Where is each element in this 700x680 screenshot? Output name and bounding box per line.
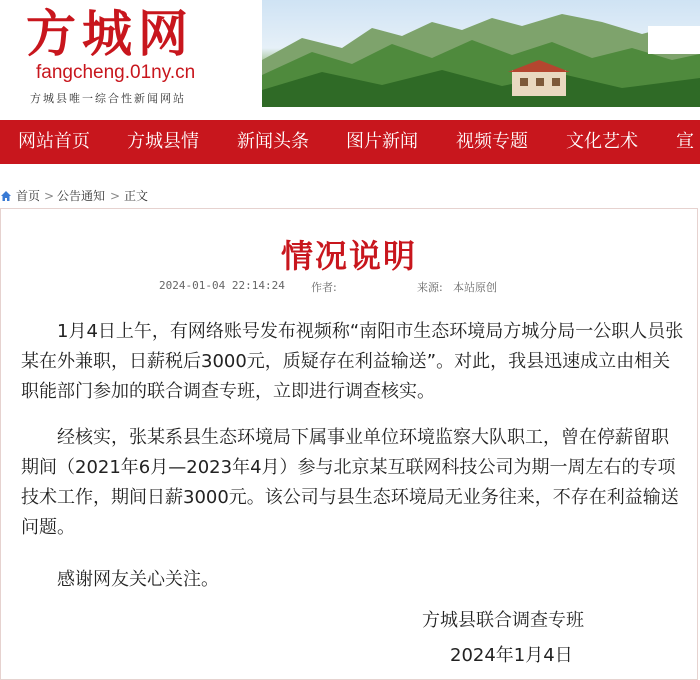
- nav-item-video[interactable]: 视频专题: [456, 131, 528, 152]
- mountain-scenery-image: [262, 0, 700, 107]
- article-container: [0, 208, 698, 680]
- nav-item-county-info[interactable]: 方城县情: [127, 131, 199, 152]
- article-author-label: 作者:: [311, 281, 337, 294]
- breadcrumb-home-link[interactable]: 首页: [16, 189, 41, 203]
- breadcrumb-separator: >: [110, 189, 121, 203]
- article-paragraph: 感谢网友关心关注。: [57, 569, 219, 590]
- nav-item-headlines[interactable]: 新闻头条: [237, 131, 309, 152]
- home-icon: [0, 190, 12, 202]
- article-title: 情况说明: [280, 237, 417, 275]
- nav-item-publicity[interactable]: 宣: [676, 131, 694, 152]
- site-slogan: 方城县唯一综合性新闻网站: [30, 92, 186, 105]
- article-signature: 方城县联合调查专班: [422, 610, 584, 631]
- breadcrumb-current: 正文: [124, 189, 149, 203]
- site-logo[interactable]: 方城网: [26, 4, 194, 63]
- nav-item-culture[interactable]: 文化艺术: [566, 131, 638, 152]
- nav-item-photo-news[interactable]: 图片新闻: [346, 131, 418, 152]
- article-paragraph: 1月4日上午，有网络账号发布视频称“南阳市生态环境局方城分局一公职人员张某在外兼职，日薪税后3000元，质疑存在利益输送”。对此，我县迅速成立由相关职能部门参加的联合调查专班，立即进行调查核实。: [21, 321, 684, 402]
- main-nav: [0, 120, 700, 164]
- breadcrumb-section-link[interactable]: 公告通知: [57, 189, 106, 203]
- header-banner-image: [262, 0, 700, 107]
- article-paragraph: 经核实，张某系县生态环境局下属事业单位环境监察大队职工，曾在停薪留职期间（2021年6月—2023年4月）参与北京某互联网科技公司为期一周左右的专项技术工作，期间日薪3000元。该公司与县生态环境局无业务往来，不存在利益输送问题。: [21, 427, 679, 538]
- site-header: [0, 0, 700, 120]
- article-source-value: 本站原创: [453, 281, 497, 294]
- article-sign-date: 2024年1月4日: [450, 645, 573, 666]
- breadcrumb-separator: >: [44, 189, 55, 203]
- nav-item-home[interactable]: 网站首页: [18, 131, 90, 152]
- article-source-label: 来源:: [417, 281, 443, 294]
- site-url: fangcheng.01ny.cn: [36, 62, 196, 83]
- article-date: 2024-01-04 22:14:24: [159, 279, 285, 292]
